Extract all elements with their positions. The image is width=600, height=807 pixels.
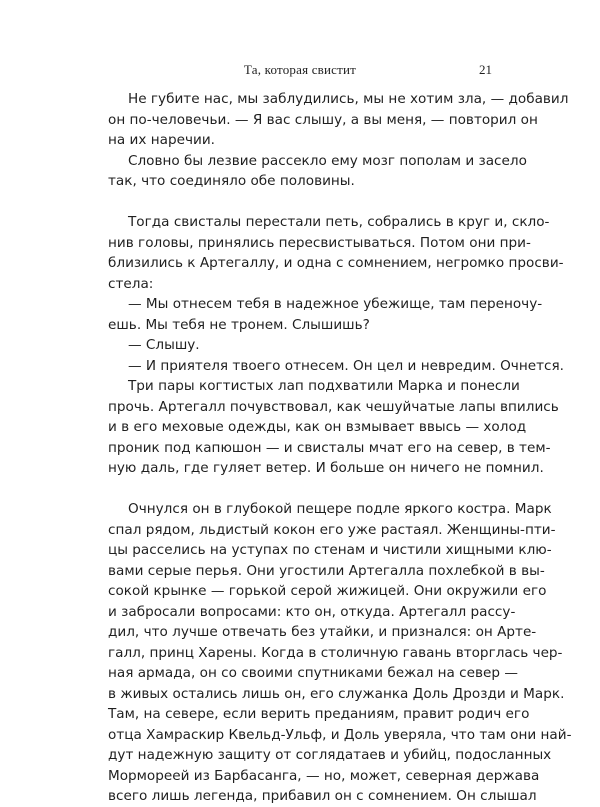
text-line: он по-человечьи. — Я вас слышу, а вы меня, — повторил он (108, 111, 538, 128)
paragraph (108, 356, 564, 377)
text-line: ная армада, он со своими спутниками бежал на север — (108, 665, 518, 681)
text-line: Тогда свисталы перестали петь, собрались в круг и, скло- (128, 214, 550, 230)
text-line: дут надежную защиту от соглядатаев и убийц, подосланных (108, 747, 552, 763)
text-line: прочь. Артегалл почувствовал, как чешуйчатые лапы впились (108, 398, 559, 415)
text-line: проник под капюшон — и свисталы мчат его на север, в тем- (108, 439, 551, 456)
text-line: на их наречии. (108, 132, 215, 148)
section-break (108, 192, 492, 213)
paragraph (108, 212, 564, 294)
page-number: 21 (479, 62, 492, 77)
text-line: и забросали вопросами: кто он, откуда. Артегалл рассу- (108, 603, 516, 620)
text-line: цы расселись на уступах по стенам и чистили хищными клю- (108, 542, 552, 558)
text-line: ную даль, где гуляет ветер. И больше он ничего не помнил. (108, 460, 544, 476)
text-body (108, 89, 572, 807)
text-line: ешь. Мы тебя не тронем. Слышишь? (108, 316, 370, 333)
text-line: — И приятеля твоего отнесем. Он цел и невредим. Очнется. (128, 357, 564, 374)
paragraph (108, 294, 543, 335)
text-line: Три пары когтистых лап подхватили Марка и понесли (128, 378, 520, 394)
text-line: сокой крынке — горькой серой жижицей. Они окружили его (108, 583, 547, 599)
text-line: всего лишь легенда, прибавил он с сомнением. Он слышал (108, 788, 537, 804)
text-line: отца Хамраскир Квельд-Ульф, и Доль уверяла, что там они най- (108, 726, 572, 743)
text-line: — Мы отнесем тебя в надежное убежище, там переночу- (128, 296, 543, 312)
text-line: галл, принц Харены. Когда в столичную гавань вторглась чер- (108, 644, 563, 661)
text-line: — Слышу. (128, 337, 200, 353)
paragraph (108, 151, 527, 192)
text-line: Мормореей из Барбасанга, — но, может, северная держава (108, 767, 540, 784)
text-line: Не губите нас, мы заблудились, мы не хотим зла, — добавил (128, 91, 569, 107)
text-line: в живых остались лишь он, его служанка Доль Дрозди и Марк. (108, 685, 565, 702)
text-line: Словно бы лезвие рассекло ему мозг пополам и засело (128, 152, 527, 169)
text-line: вами серые перья. Они угостили Артегалла похлебкой в вы- (108, 562, 545, 579)
paragraph (108, 376, 559, 479)
paragraph (108, 499, 572, 807)
text-line: так, что соединяло обе половины. (108, 173, 355, 189)
paragraph (108, 335, 492, 356)
section-break (108, 479, 492, 500)
paragraph (108, 89, 569, 151)
page-header (108, 62, 492, 78)
text-line: нив головы, принялись пересвистываться. Потом они при- (108, 234, 531, 251)
running-title: Та, которая свистит (243, 62, 357, 77)
text-line: близились к Артегаллу, и одна с сомнением, негромко просви- (108, 255, 564, 271)
text-line: стела: (108, 275, 154, 292)
text-line: и в его меховые одежды, как он взмывает ввысь — холод (108, 419, 527, 435)
text-line: спал рядом, льдистый кокон его уже растаял. Женщины-пти- (108, 521, 556, 538)
text-line: дил, что лучше отвечать без утайки, и признался: он Арте- (108, 624, 537, 640)
text-line: Там, на севере, если верить преданиям, правит родич его (108, 706, 530, 722)
text-line: Очнулся он в глубокой пещере подле яркого костра. Марк (128, 501, 552, 517)
